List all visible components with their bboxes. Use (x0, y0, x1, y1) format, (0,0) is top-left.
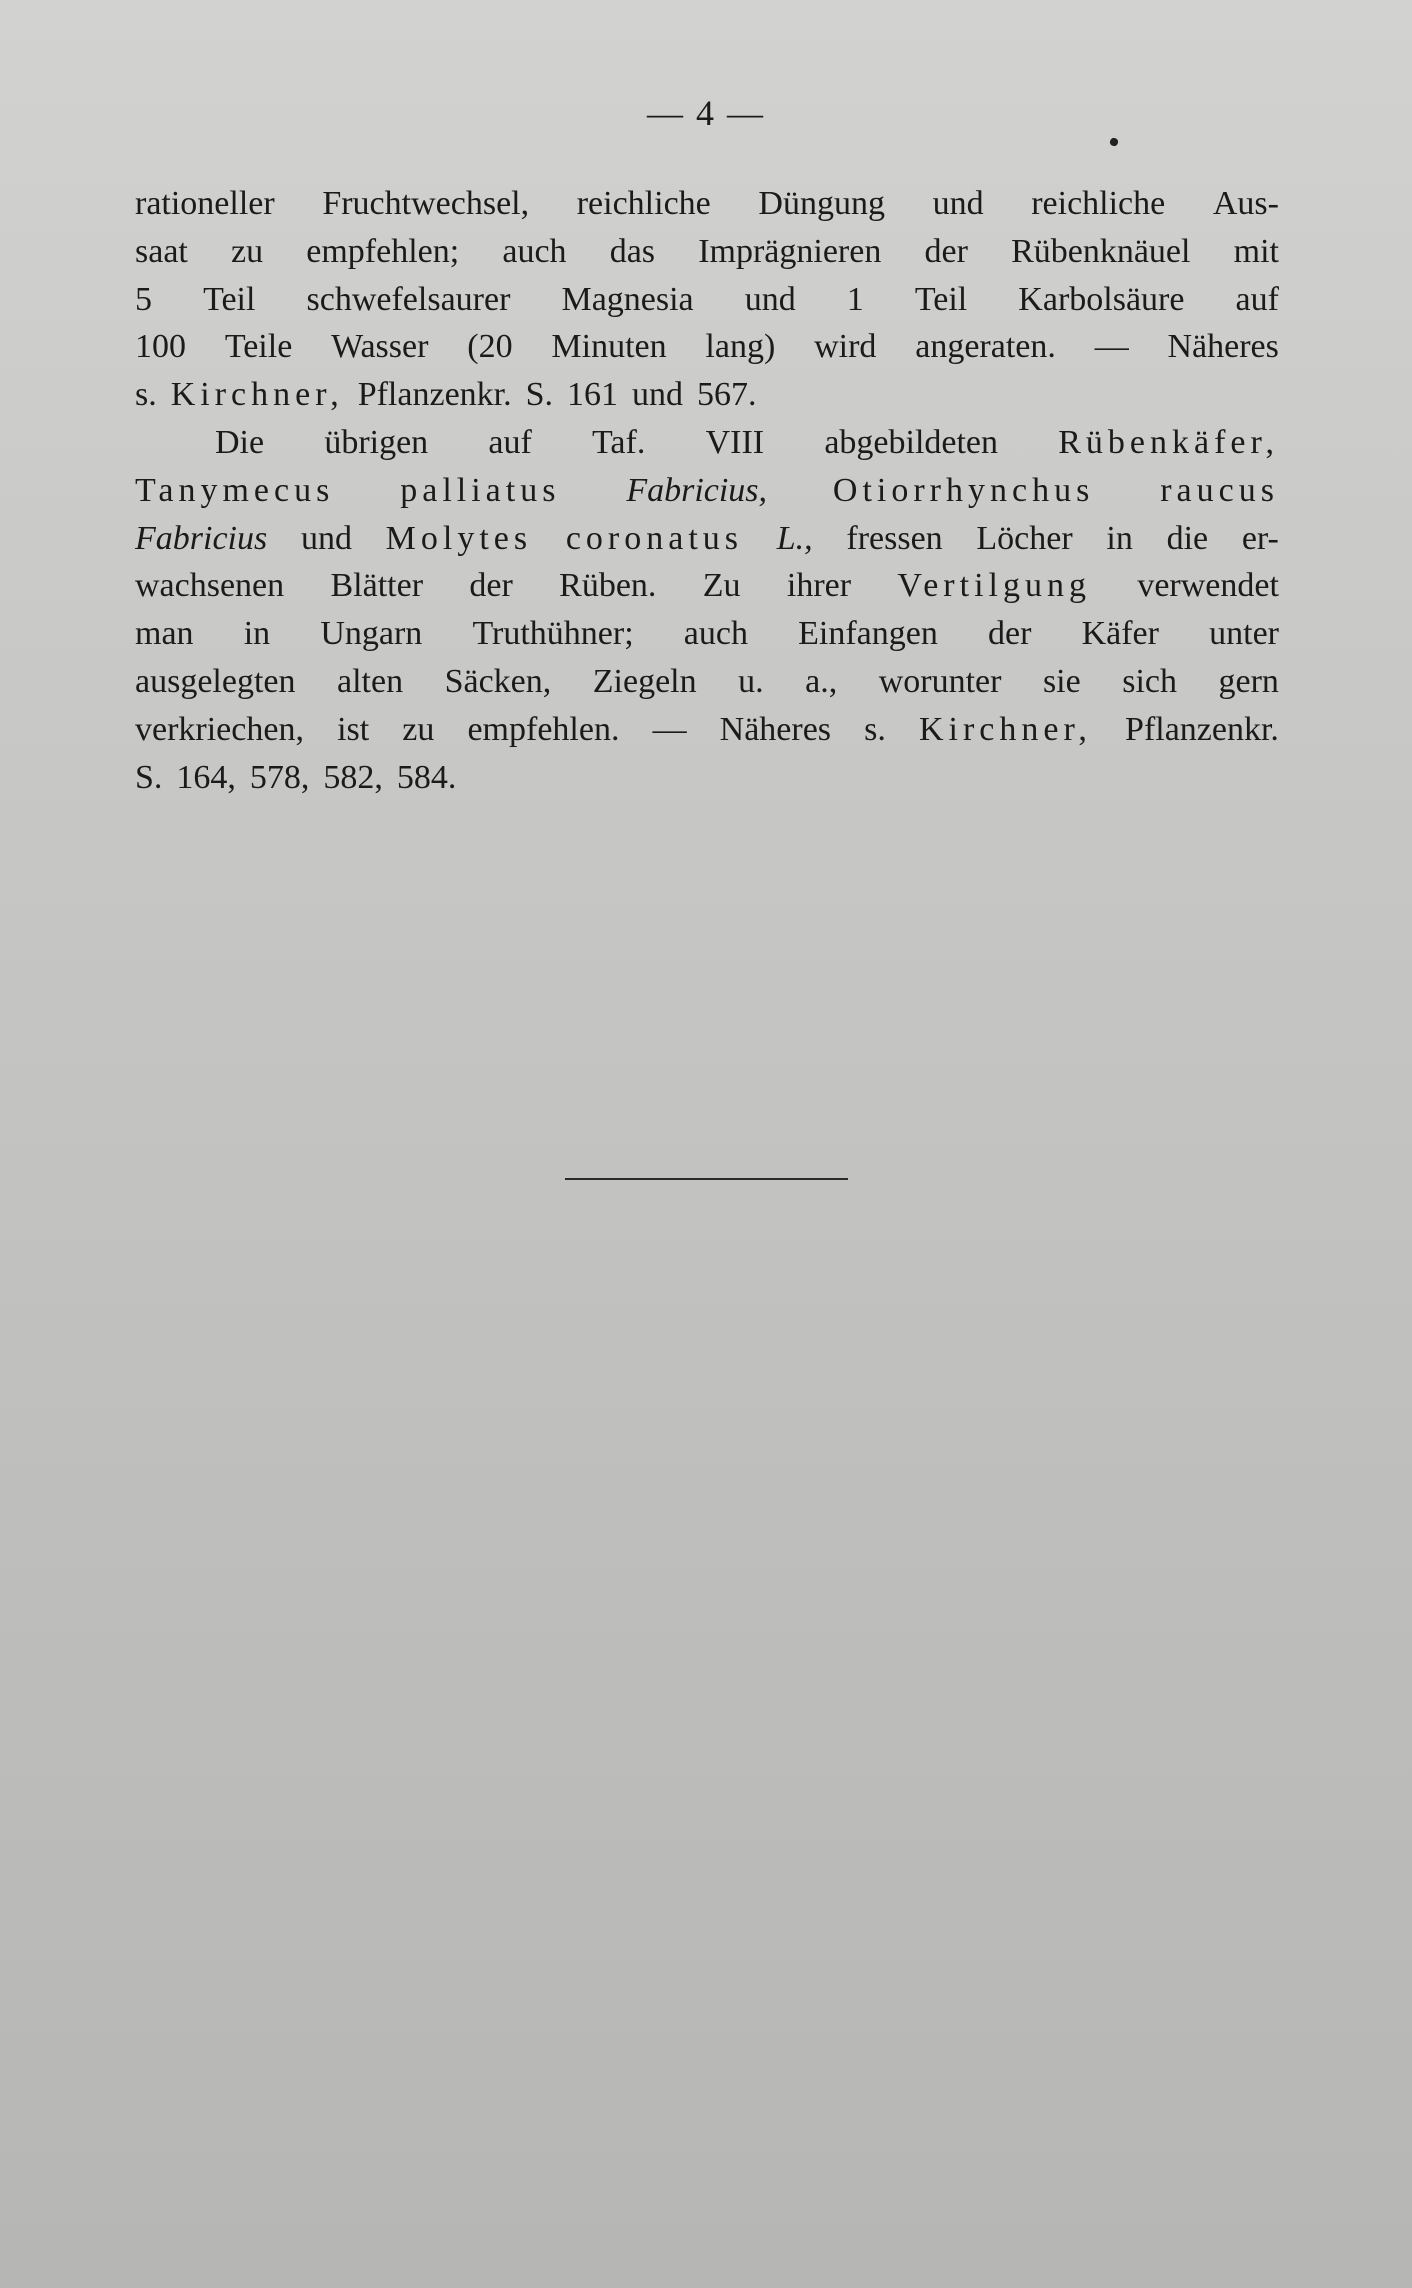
text-line (135, 180, 1279, 228)
author-name: Fabricius (135, 519, 268, 557)
word: Fruchtwechsel, (322, 185, 530, 222)
word: ist (337, 710, 370, 748)
word: reichliche (576, 185, 711, 222)
word: Teil (914, 280, 968, 318)
emphasized-term: Rübenkäfer, (1058, 423, 1279, 461)
word: lang) (705, 328, 776, 366)
word: Teile (224, 328, 293, 366)
body-text (135, 180, 1279, 801)
word: auf (1235, 280, 1279, 318)
text-line (135, 228, 1279, 276)
author-name: Kirchner, (918, 710, 1092, 748)
word: fressen (846, 519, 943, 557)
word: Karbolsäure (1018, 280, 1185, 318)
word: reichliche (1031, 185, 1166, 222)
word: zu (402, 710, 435, 748)
word: Blätter (330, 567, 424, 605)
word: Pflanzenkr. (357, 376, 512, 414)
word: Zu (702, 567, 741, 605)
word: 567. (697, 376, 757, 414)
author-name: L., (776, 519, 813, 557)
word: verwendet (1137, 567, 1279, 605)
word: Magnesia (561, 280, 694, 318)
word: Löcher (976, 519, 1073, 557)
word: 584. (396, 758, 457, 796)
word: er- (1241, 519, 1279, 557)
word: der (924, 232, 968, 270)
word: ihrer (786, 567, 852, 605)
word: 578, (249, 758, 310, 796)
text-line (135, 419, 1279, 467)
word: VIII (705, 423, 765, 461)
word: 582, (323, 758, 383, 796)
word: ausgelegten (135, 662, 296, 700)
word: und (932, 185, 984, 222)
species-name: Tanymecus (135, 471, 335, 509)
word: Pflanzenkr. (1125, 710, 1279, 748)
word: das (609, 232, 656, 270)
text-line (135, 467, 1279, 515)
word: gern (1218, 662, 1279, 700)
word: man (135, 615, 194, 653)
word: Rübenknäuel (1011, 232, 1191, 270)
emphasized-term: Vertilgung (897, 567, 1091, 605)
word: empfehlen. (467, 710, 620, 748)
text-line (135, 706, 1279, 754)
text-line (135, 658, 1279, 706)
word: auf (488, 423, 532, 461)
species-name: raucus (1160, 471, 1279, 509)
word: Die (215, 423, 265, 461)
word: — (652, 710, 687, 748)
author-name: Fabricius, (626, 471, 768, 509)
word: Näheres (1167, 328, 1279, 366)
word: 5 (135, 280, 152, 318)
species-name: coronatus (565, 519, 744, 557)
word: übrigen (324, 423, 429, 461)
word: Säcken, (444, 662, 552, 700)
word: — (1094, 328, 1129, 366)
word: wird (814, 328, 877, 366)
word: die (1166, 519, 1209, 557)
word: (20 (467, 328, 513, 366)
word: Käfer (1081, 615, 1159, 653)
word: alten (337, 662, 404, 700)
word: Ziegeln (592, 662, 697, 700)
word: a., (805, 662, 838, 700)
word: Taf. (592, 423, 646, 461)
word: Wasser (331, 328, 429, 366)
word: mit (1233, 232, 1279, 270)
text-line (135, 371, 1279, 419)
species-name: palliatus (400, 471, 561, 509)
word: s. (135, 376, 157, 414)
text-line (135, 276, 1279, 324)
text-line (135, 323, 1279, 371)
word: S. (525, 376, 554, 414)
word: und (300, 519, 352, 557)
word: auch (502, 232, 567, 270)
word: Einfangen (798, 615, 938, 653)
word: wachsenen (135, 567, 285, 605)
word: Minuten (551, 328, 667, 366)
word: 164, (176, 758, 236, 796)
word: 161 (567, 376, 619, 414)
word: sich (1122, 662, 1178, 700)
word: u. (738, 662, 764, 700)
word: S. (135, 758, 163, 796)
word: rationeller (135, 185, 275, 222)
word: Aus- (1212, 185, 1279, 222)
page-number: — 4 — (647, 93, 765, 133)
word: Näheres (719, 710, 832, 748)
word: verkriechen, (135, 710, 304, 748)
word: der (469, 567, 513, 605)
word: empfehlen; (306, 232, 460, 270)
word: Imprägnieren (698, 232, 882, 270)
word: 1 (846, 280, 864, 318)
word: Truthühner; (472, 615, 634, 653)
word: unter (1209, 615, 1279, 653)
word: in (1106, 519, 1133, 557)
word: schwefelsaurer (306, 280, 511, 318)
word: auch (683, 615, 748, 653)
word: worunter (878, 662, 1002, 700)
word: der (988, 615, 1032, 653)
word: s. (864, 710, 886, 748)
word: zu (231, 232, 264, 270)
ink-speck (1109, 137, 1119, 147)
text-line (135, 610, 1279, 658)
word: Rüben. (559, 567, 657, 605)
word: und (744, 280, 796, 318)
text-line (135, 515, 1279, 563)
word: in (243, 615, 271, 653)
text-line (135, 562, 1279, 610)
word: sie (1042, 662, 1081, 700)
text-line (135, 754, 1279, 802)
word: Düngung (758, 185, 885, 222)
word: Teil (203, 280, 256, 318)
species-name: Otiorrhynchus (832, 471, 1095, 509)
section-end-rule (565, 1178, 848, 1180)
word: abgebildeten (824, 423, 999, 461)
word: angeraten. (915, 328, 1056, 366)
word: 100 (135, 328, 186, 366)
word: Ungarn (320, 615, 423, 653)
author-name: Kirchner, (170, 376, 344, 414)
species-name: Molytes (385, 519, 533, 557)
word: saat (135, 232, 188, 270)
word: und (632, 376, 684, 414)
